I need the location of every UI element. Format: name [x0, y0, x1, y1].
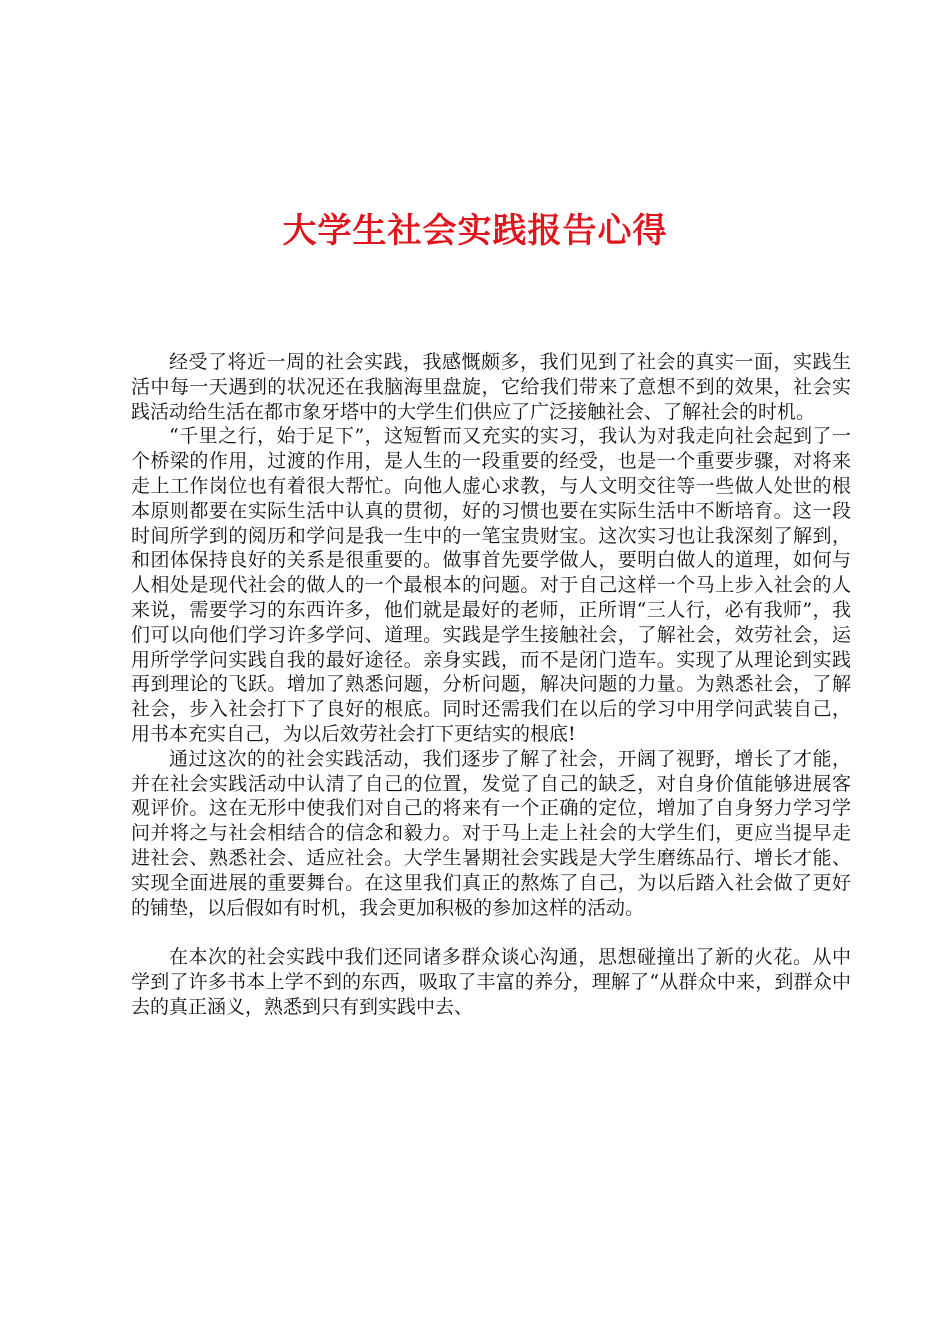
paragraph-2: “千里之行，始于足下”，这短暂而又充实的实习，我认为对我走向社会起到了一个桥梁的作用，过渡的作用，是人生的一段重要的经受，也是一个重要步骤，对将来走上工作岗位也有着很大帮忙。向他人虚心求教，与人文明交往等一些做人处世的根本原则都要在实际生活中认真的贯彻，好的习惯也要在实际生活中不断培育。这一段时间所学到的阅历和学问是我一生中的一笔宝贵财宝。这次实习也让我深刻了解到，和团体保持良好的关系是很重要的。做事首先要学做人，要明白做人的道理，如何与人相处是现代社会的做人的一个最根本的问题。对于自己这样一个马上步入社会的人来说，需要学习的东西许多，他们就是最好的老师，正所谓“三人行，必有我师”，我们可以向他们学习许多学问、道理。实践是学生接触社会，了解社会，效劳社会，运用所学学问实践自我的最好途径。亲身实践，而不是闭门造车。实现了从理论到实践再到理论的飞跃。增加了熟悉问题，分析问题，解决问题的力量。为熟悉社会，了解社会，步入社会打下了良好的根底。同时还需我们在以后的学习中用学问武装自己，用书本充实自己，为以后效劳社会打下更结实的根底!: [131, 425, 851, 745]
document-title: 大学生社会实践报告心得: [282, 211, 668, 251]
document-body: [131, 350, 851, 1020]
paragraph-4: 在本次的社会实践中我们还同诸多群众谈心沟通，思想碰撞出了新的火花。从中学到了许多书本上学不到的东西，吸取了丰富的养分，理解了“从群众中来，到群众中去的真正涵义，熟悉到只有到实践中去、: [131, 946, 851, 1018]
paragraph-3: 通过这次的的社会实践活动，我们逐步了解了社会，开阔了视野，增长了才能，并在社会实践活动中认清了自己的位置，发觉了自己的缺乏，对自身价值能够进展客观评价。这在无形中使我们对自己的将来有一个正确的定位，增加了自身努力学习学问并将之与社会相结合的信念和毅力。对于马上走上社会的大学生们，更应当提早走进社会、熟悉社会、适应社会。大学生暑期社会实践是大学生磨练品行、增长才能、实现全面进展的重要舞台。在这里我们真正的熬炼了自己，为以后踏入社会做了更好的铺垫，以后假如有时机，我会更加积极的参加这样的活动。: [131, 747, 851, 919]
paragraph-1: 经受了将近一周的社会实践，我感慨颇多，我们见到了社会的真实一面，实践生活中每一天遇到的状况还在我脑海里盘旋，它给我们带来了意想不到的效果，社会实践活动给生活在都市象牙塔中的大学生们供应了广泛接触社会、了解社会的时机。: [131, 351, 851, 423]
paragraph-spacer: [131, 920, 851, 945]
